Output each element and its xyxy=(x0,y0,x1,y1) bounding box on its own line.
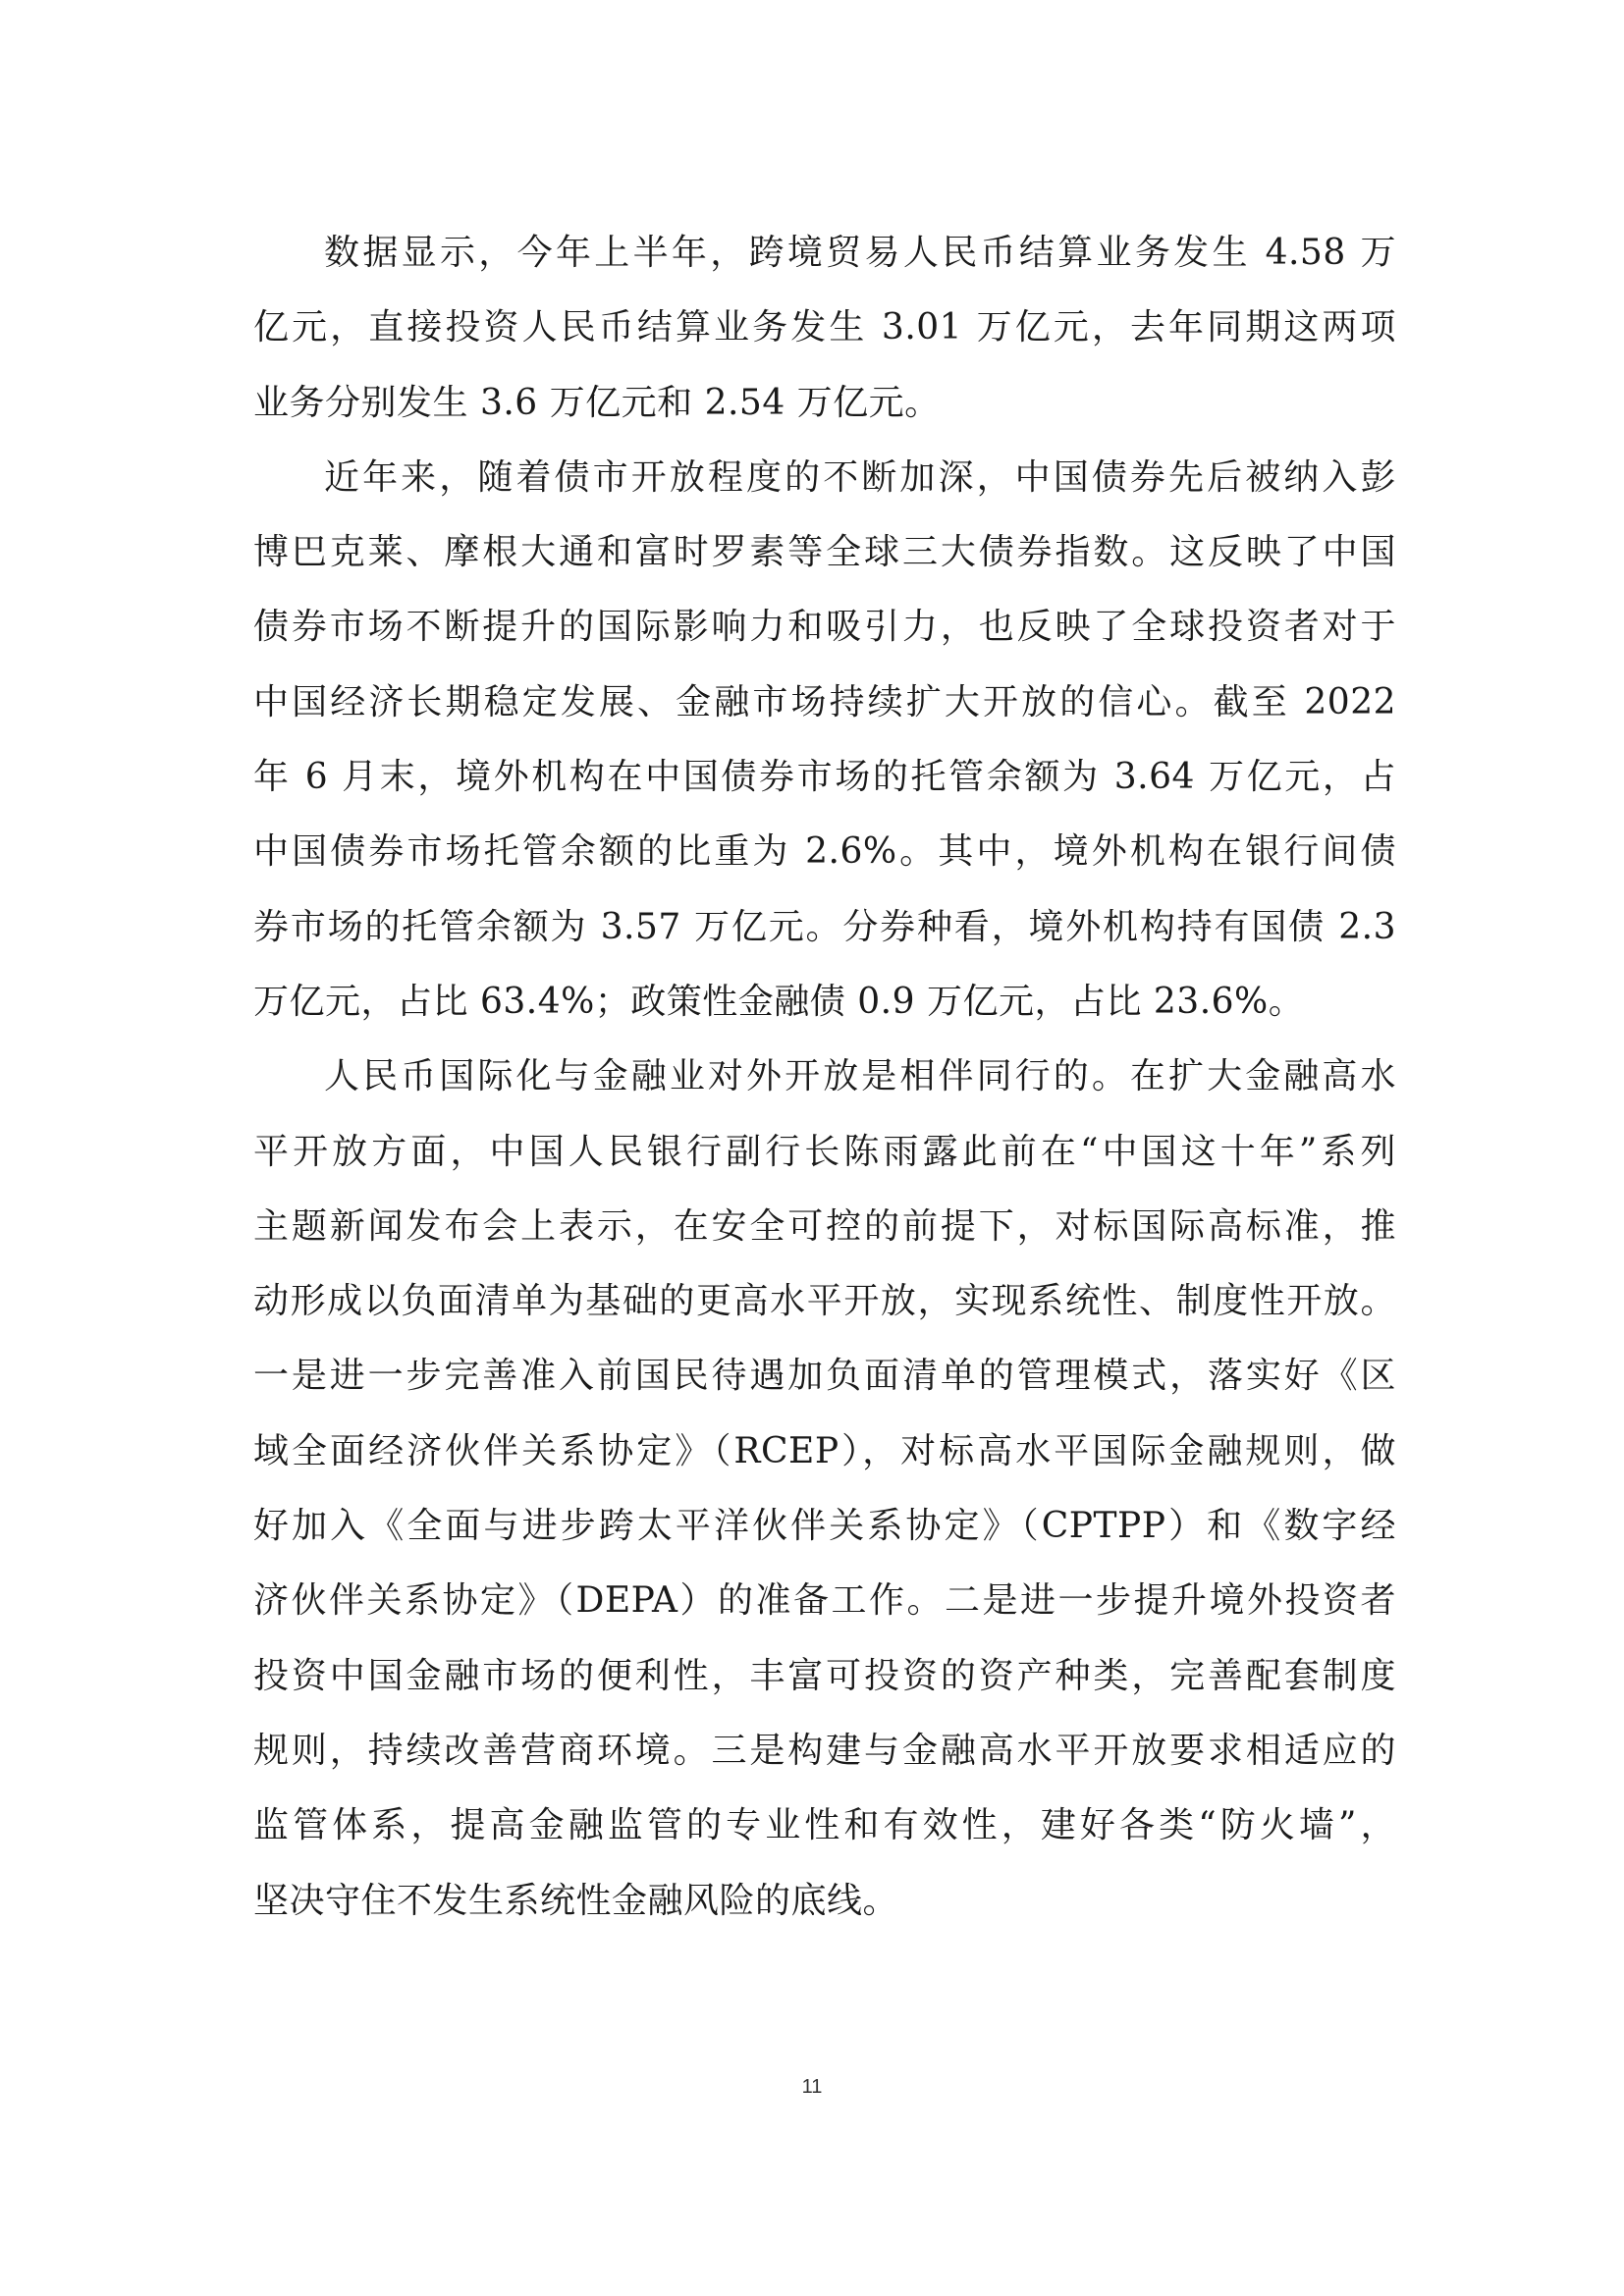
paragraph-2-line-7: 券市场的托管余额为 3.57 万亿元。分券种看，境外机构持有国债 2.3 xyxy=(253,906,1396,947)
paragraph-3-line-5: 一是进一步完善准入前国民待遇加负面清单的管理模式，落实好《区 xyxy=(253,1356,1396,1397)
paragraph-3-line-6: 域全面经济伙伴关系协定》（RCEP），对标高水平国际金融规则，做 xyxy=(253,1430,1396,1471)
paragraph-1-line-2: 亿元，直接投资人民币结算业务发生 3.01 万亿元，去年同期这两项 xyxy=(253,307,1396,348)
paragraph-3-line-11: 监管体系，提高金融监管的专业性和有效性，建好各类“防火墙”， xyxy=(253,1805,1396,1846)
paragraph-3-line-3: 主题新闻发布会上表示，在安全可控的前提下，对标国际高标准，推 xyxy=(253,1205,1396,1247)
paragraph-2-line-3: 债券市场不断提升的国际影响力和吸引力，也反映了全球投资者对于 xyxy=(253,607,1396,648)
page-number: 11 xyxy=(801,2076,823,2098)
paragraph-3-line-1: 人民币国际化与金融业对外开放是相伴同行的。在扩大金融高水 xyxy=(324,1056,1396,1097)
paragraph-2-line-6: 中国债券市场托管余额的比重为 2.6%。其中，境外机构在银行间债 xyxy=(253,831,1396,873)
body-text xyxy=(253,216,1396,1939)
paragraph-1-line-1: 数据显示，今年上半年，跨境贸易人民币结算业务发生 4.58 万 xyxy=(324,233,1396,273)
paragraph-2-line-8: 万亿元，占比 63.4%；政策性金融债 0.9 万亿元，占比 23.6%。 xyxy=(253,981,1305,1022)
paragraph-3-line-12: 坚决守住不发生系统性金融风险的底线。 xyxy=(253,1880,899,1921)
paragraph-2-line-2: 博巴克莱、摩根大通和富时罗素等全球三大债券指数。这反映了中国 xyxy=(253,532,1396,573)
paragraph-3-line-8: 济伙伴关系协定》（DEPA）的准备工作。二是进一步提升境外投资者 xyxy=(253,1580,1396,1622)
paragraph-2-line-1: 近年来，随着债市开放程度的不断加深，中国债券先后被纳入彭 xyxy=(324,456,1396,498)
paragraph-3-line-7: 好加入《全面与进步跨太平洋伙伴关系协定》（CPTPP）和《数字经 xyxy=(253,1506,1396,1547)
paragraph-3-line-2: 平开放方面，中国人民银行副行长陈雨露此前在“中国这十年”系列 xyxy=(253,1131,1396,1172)
paragraph-3-line-10: 规则，持续改善营商环境。三是构建与金融高水平开放要求相适应的 xyxy=(253,1730,1396,1771)
paragraph-3-line-4: 动形成以负面清单为基础的更高水平开放，实现系统性、制度性开放。 xyxy=(253,1281,1396,1322)
paragraph-3-line-9: 投资中国金融市场的便利性，丰富可投资的资产种类，完善配套制度 xyxy=(253,1655,1396,1696)
paragraph-1-line-3: 业务分别发生 3.6 万亿元和 2.54 万亿元。 xyxy=(253,382,941,423)
paragraph-2-line-5: 年 6 月末，境外机构在中国债券市场的托管余额为 3.64 万亿元，占 xyxy=(253,757,1396,798)
paragraph-2-line-4: 中国经济长期稳定发展、金融市场持续扩大开放的信心。截至 2022 xyxy=(253,681,1396,722)
